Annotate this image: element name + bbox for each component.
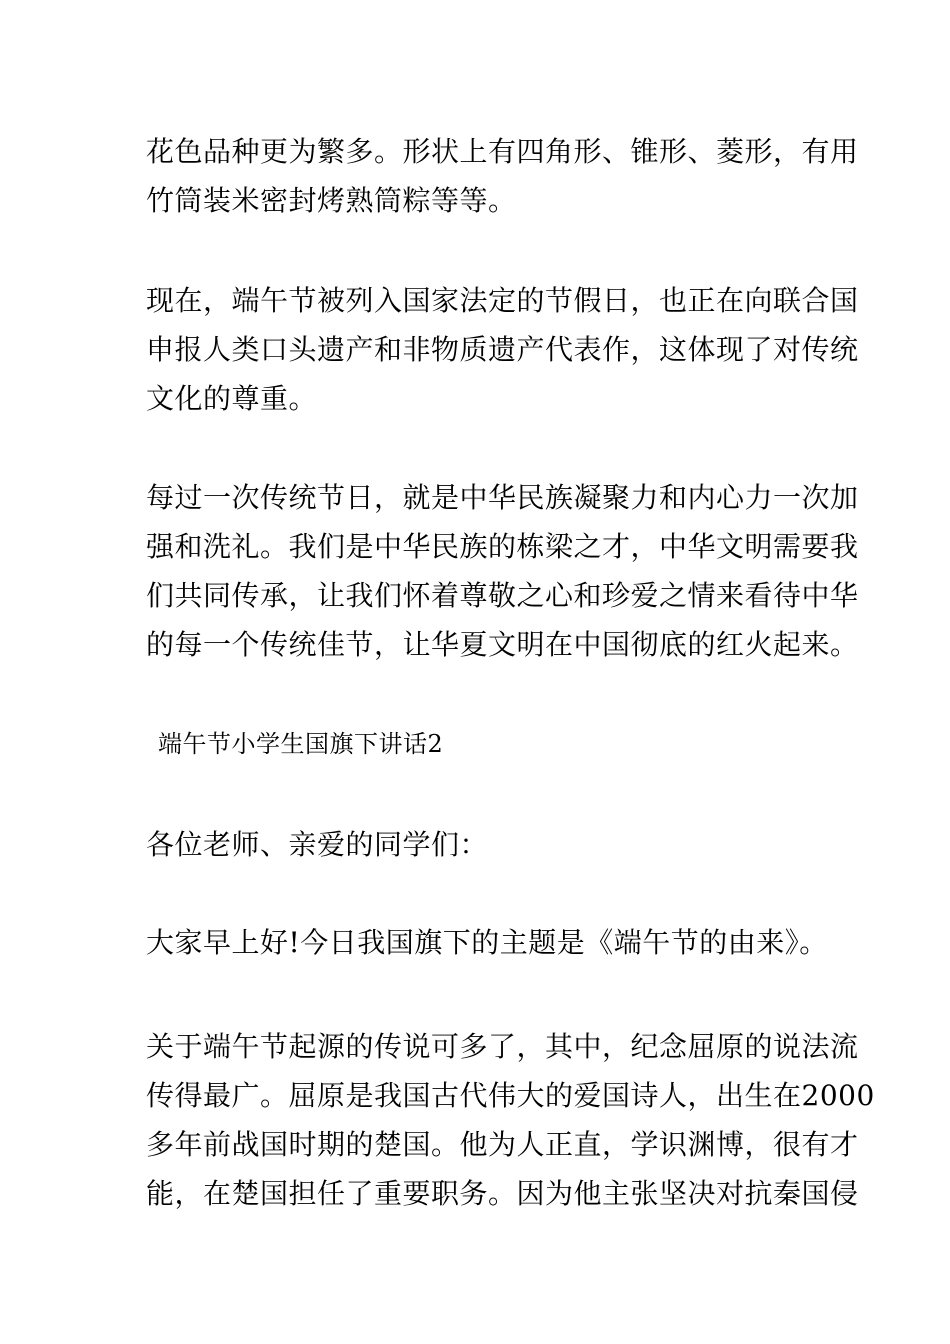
- paragraph-statutory-holiday: [146, 276, 859, 423]
- heading-text: 端午节小学生国旗下讲话2: [158, 730, 444, 758]
- text-line: 每过一次传统节日，就是中华民族凝聚力和内心力一次加: [146, 481, 859, 514]
- text-line: 花色品种更为繁多。形状上有四角形、锥形、菱形，有用: [146, 135, 859, 168]
- text-line: 强和洗礼。我们是中华民族的栋梁之才，中华文明需要我: [146, 530, 859, 563]
- paragraph-tradition-inheritance: [146, 473, 859, 669]
- text-line: 多年前战国时期的楚国。他为人正直，学识渊博，很有才: [146, 1128, 859, 1161]
- text-line: 关于端午节起源的传说可多了，其中，纪念屈原的说法流: [146, 1030, 859, 1063]
- text-line: 传得最广。屈原是我国古代伟大的爱国诗人，出生在2000: [146, 1079, 875, 1112]
- paragraph-dumpling-varieties: [146, 127, 859, 225]
- greeting-text: 各位老师、亲爱的同学们：: [146, 828, 489, 861]
- text-line: 现在，端午节被列入国家法定的节假日，也正在向联合国: [146, 284, 859, 317]
- greeting-line: [146, 820, 810, 869]
- paragraph-festival-origin: [146, 1022, 875, 1218]
- text-line: 申报人类口头遗产和非物质遗产代表作，这体现了对传统: [146, 333, 859, 366]
- text-line: 能，在楚国担任了重要职务。因为他主张坚决对抗秦国侵: [146, 1177, 859, 1210]
- section-heading: [158, 720, 822, 769]
- text-line: 们共同传承，让我们怀着尊敬之心和珍爱之情来看待中华: [146, 579, 859, 612]
- opening-line: [146, 918, 828, 967]
- text-line: 文化的尊重。: [146, 382, 318, 415]
- text-line: 的每一个传统佳节，让华夏文明在中国彻底的红火起来。: [146, 628, 859, 661]
- opening-text: 大家早上好!今日我国旗下的主题是《端午节的由来》。: [146, 926, 828, 959]
- text-line: 竹筒装米密封烤熟筒粽等等。: [146, 184, 517, 217]
